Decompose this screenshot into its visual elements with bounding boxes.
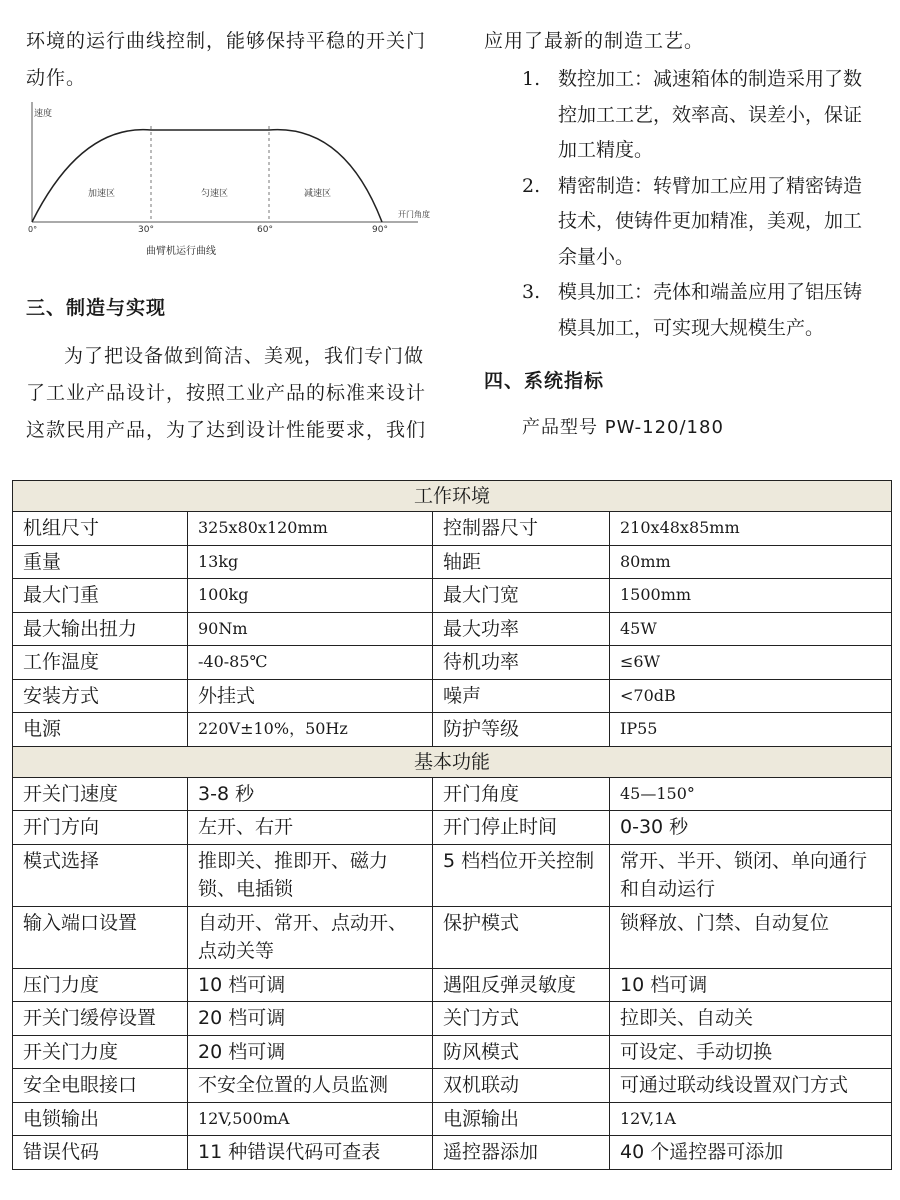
spec-label: 最大门重: [13, 579, 188, 613]
spec-value: 左开、右开: [188, 811, 433, 845]
spec-value: 3-8 秒: [188, 777, 433, 811]
spec-label: 开关门缓停设置: [13, 1002, 188, 1036]
spec-value: 13kg: [188, 545, 433, 579]
text-line: 应用了最新的制造工艺。: [484, 30, 705, 52]
spec-value: 0-30 秒: [610, 811, 892, 845]
list-number: 2.: [522, 174, 541, 197]
spec-label: 最大功率: [433, 612, 610, 646]
text-line: 技术，使铸件更加精准，美观，加工: [558, 210, 863, 232]
spec-label: 最大输出扭力: [13, 612, 188, 646]
manufacturing-list: [484, 62, 894, 346]
spec-label: 开门角度: [433, 777, 610, 811]
spec-label: 开关门速度: [13, 777, 188, 811]
spec-value: 45W: [610, 612, 892, 646]
table-row: [13, 968, 892, 1002]
table-row: [13, 545, 892, 579]
spec-label: 开门方向: [13, 811, 188, 845]
table-row: [13, 811, 892, 845]
section4-title: 四、系统指标: [484, 370, 605, 392]
product-model: 产品型号 PW-120/180: [522, 417, 724, 438]
list-number: 3.: [522, 281, 541, 303]
table-row: [13, 777, 892, 811]
spec-label: 保护模式: [433, 906, 610, 968]
spec-value: ≤6W: [610, 646, 892, 680]
spec-label: 遥控器添加: [433, 1136, 610, 1170]
y-axis-label: 速度: [34, 109, 53, 119]
spec-value: <70dB: [610, 679, 892, 713]
section-header-env: 工作环境: [13, 481, 892, 512]
spec-value: 可设定、手动切换: [610, 1035, 892, 1069]
spec-label: 防风模式: [433, 1035, 610, 1069]
x-axis-label: 开门角度: [398, 210, 430, 219]
spec-value: 11 种错误代码可查表: [188, 1136, 433, 1170]
spec-value: 90Nm: [188, 612, 433, 646]
table-row: [13, 612, 892, 646]
spec-label: 模式选择: [13, 844, 188, 906]
motion-curve-figure: [26, 96, 430, 266]
spec-value: 40 个遥控器可添加: [610, 1136, 892, 1170]
tick-0: 0°: [28, 225, 38, 234]
table-row: [13, 512, 892, 546]
spec-label: 输入端口设置: [13, 906, 188, 968]
spec-value: 45—150°: [610, 777, 892, 811]
table-row: [13, 1102, 892, 1136]
table-row: [13, 713, 892, 747]
spec-label: 轴距: [433, 545, 610, 579]
table-row: [13, 1136, 892, 1170]
spec-value: 1500mm: [610, 579, 892, 613]
spec-label: 安装方式: [13, 679, 188, 713]
right-column: [484, 23, 894, 346]
text-line: 控加工工艺，效率高、误差小，保证: [558, 103, 863, 126]
spec-value: 325x80x120mm: [188, 512, 433, 546]
spec-value: 210x48x85mm: [610, 512, 892, 546]
list-item: [484, 62, 894, 169]
list-item: [484, 275, 894, 346]
spec-value: 外挂式: [188, 679, 433, 713]
zone-accel-label: 加速区: [88, 189, 116, 199]
table-row: [13, 579, 892, 613]
spec-value: 100kg: [188, 579, 433, 613]
motion-curve-chart: [26, 96, 430, 266]
spec-label: 压门力度: [13, 968, 188, 1002]
spec-value: 12V,1A: [610, 1102, 892, 1136]
spec-table-body: [13, 481, 892, 1170]
spec-label: 电源: [13, 713, 188, 747]
tick-90: 90°: [372, 225, 388, 235]
section-header-functions: 基本功能: [13, 746, 892, 777]
spec-label: 关门方式: [433, 1002, 610, 1036]
spec-label: 待机功率: [433, 646, 610, 680]
spec-label: 遇阻反弹灵敏度: [433, 968, 610, 1002]
speed-curve: [32, 130, 382, 222]
intro-paragraph: [26, 23, 436, 97]
section3-title: 三、制造与实现: [26, 297, 167, 319]
spec-label: 机组尺寸: [13, 512, 188, 546]
spec-table: [12, 480, 892, 1170]
spec-label: 开门停止时间: [433, 811, 610, 845]
text-line: 模具加工：壳体和端盖应用了铝压铸: [558, 281, 863, 303]
text-line: 为了把设备做到简洁、美观，我们专门做: [64, 345, 425, 367]
table-row: [13, 1002, 892, 1036]
spec-value: 锁释放、门禁、自动复位: [610, 906, 892, 968]
table-row: [13, 1035, 892, 1069]
spec-label: 错误代码: [13, 1136, 188, 1170]
spec-value: 可通过联动线设置双门方式: [610, 1069, 892, 1103]
table-row: [13, 844, 892, 906]
spec-value: IP55: [610, 713, 892, 747]
spec-value: 自动开、常开、点动开、点动关等: [188, 906, 433, 968]
spec-label: 重量: [13, 545, 188, 579]
table-row: [13, 646, 892, 680]
spec-label: 工作温度: [13, 646, 188, 680]
text-line: 数控加工：减速箱体的制造采用了数: [558, 68, 863, 90]
tick-30: 30°: [138, 225, 154, 235]
text-line: 环境的运行曲线控制，能够保持平稳的开关门: [26, 30, 427, 52]
spec-label: 开关门力度: [13, 1035, 188, 1069]
tick-60: 60°: [257, 225, 273, 235]
list-item: [484, 169, 894, 276]
spec-value: 10 档可调: [610, 968, 892, 1002]
spec-value: -40-85℃: [188, 646, 433, 680]
text-line: 了工业产品设计，按照工业产品的标准来设计: [26, 382, 427, 404]
spec-label: 5 档档位开关控制: [433, 844, 610, 906]
section-header-row: [13, 746, 892, 777]
text-line: 加工精度。: [558, 139, 654, 161]
spec-label: 电源输出: [433, 1102, 610, 1136]
spec-label: 控制器尺寸: [433, 512, 610, 546]
zone-decel-label: 减速区: [304, 189, 332, 199]
table-row: [13, 1069, 892, 1103]
section3-paragraph: [26, 338, 436, 449]
spec-value: 20 档可调: [188, 1002, 433, 1036]
list-number: 1.: [522, 68, 541, 90]
spec-label: 双机联动: [433, 1069, 610, 1103]
spec-value: 推即关、推即开、磁力锁、电插锁: [188, 844, 433, 906]
text-line: 这款民用产品，为了达到设计性能要求，我们: [26, 419, 427, 441]
spec-value: 20 档可调: [188, 1035, 433, 1069]
text-line: 余量小。: [558, 245, 635, 268]
section-header-row: [13, 481, 892, 512]
spec-value: 常开、半开、锁闭、单向通行和自动运行: [610, 844, 892, 906]
zone-constant-label: 匀速区: [201, 189, 229, 199]
text-line: 模具加工，可实现大规模生产。: [558, 316, 825, 339]
spec-label: 最大门宽: [433, 579, 610, 613]
spec-value: 10 档可调: [188, 968, 433, 1002]
spec-value: 220V±10%，50Hz: [188, 713, 433, 747]
spec-value: 12V,500mA: [188, 1102, 433, 1136]
spec-label: 安全电眼接口: [13, 1069, 188, 1103]
spec-label: 噪声: [433, 679, 610, 713]
spec-value: 不安全位置的人员监测: [188, 1069, 433, 1103]
table-row: [13, 679, 892, 713]
text-line: 精密制造：转臂加工应用了精密铸造: [558, 174, 863, 197]
spec-label: 电锁输出: [13, 1102, 188, 1136]
spec-value: 拉即关、自动关: [610, 1002, 892, 1036]
spec-label: 防护等级: [433, 713, 610, 747]
text-line: 动作。: [26, 67, 87, 89]
table-row: [13, 906, 892, 968]
spec-value: 80mm: [610, 545, 892, 579]
figure-caption: 曲臂机运行曲线: [146, 246, 216, 257]
